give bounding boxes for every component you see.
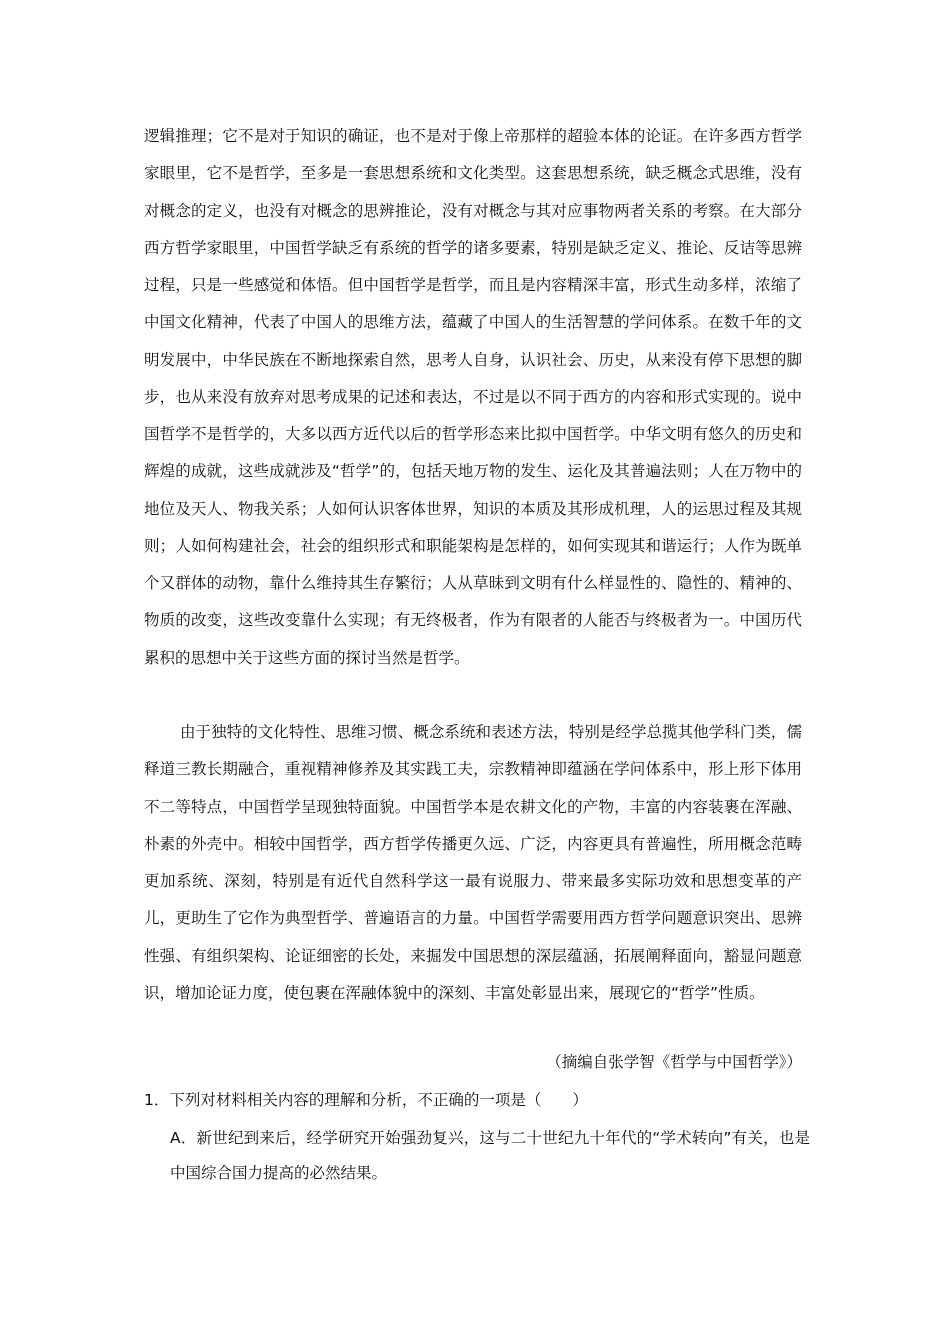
passage-paragraph-2: 由于独特的文化特性、思维习惯、概念系统和表述方法，特别是经学总揽其他学科门类，儒释道三教长期融合，重视精神修养及其实践工夫，宗教精神即蕴涵在学问体系中，形上形下体用不二等特点，中国哲学呈现独特面貌。中国哲学本是农耕文化的产物，丰富的内容装裹在浑融、朴素的外壳中。相较中国哲学，西方哲学传播更久远、广泛，内容更具有普遍性，所用概念范畴更加系统、深刻，特别是有近代自然科学这一最有说服力、带来最多实际功效和思想变革的产儿，更助生了它作为典型哲学、普遍语言的力量。中国哲学需要用西方哲学问题意识突出、思辨性强、有组织架构、论证细密的长处，来掘发中国思想的深层蕴涵，拓展阐释面向，豁显问题意识，增加论证力度，使包裹在浑融体貌中的深刻、丰富处彰显出来，展现它的“哲学”性质。 (144, 723, 802, 1002)
question-1-stem: 1．下列对材料相关内容的理解和分析，不正确的一项是（ ） (144, 1091, 588, 1109)
passage-source-citation: （摘编自张学智《哲学与中国哲学》） (546, 1053, 802, 1071)
question-1-option-a: A．新世纪到来后，经学研究开始强劲复兴，这与二十世纪九十年代的“学术转向”有关，也是中国综合国力提高的必然结果。 (170, 1129, 810, 1182)
passage-paragraph-1: 逻辑推理；它不是对于知识的确证，也不是对于像上帝那样的超验本体的论证。在许多西方哲学家眼里，它不是哲学，至多是一套思想系统和文化类型。这套思想系统，缺乏概念式思维，没有对概念的定义，也没有对概念的思辨推论，没有对概念与其对应事物两者关系的考察。在大部分西方哲学家眼里，中国哲学缺乏有系统的哲学的诸多要素，特别是缺乏定义、推论、反诘等思辨过程，只是一些感觉和体悟。但中国哲学是哲学，而且是内容精深丰富，形式生动多样，浓缩了中国文化精神，代表了中国人的思维方法，蕴藏了中国人的生活智慧的学问体系。在数千年的文明发展中，中华民族在不断地探索自然，思考人自身，认识社会、历史，从来没有停下思想的脚步，也从来没有放弃对思考成果的记述和表达，不过是以不同于西方的内容和形式实现的。说中国哲学不是哲学的，大多以西方近代以后的哲学形态来比拟中国哲学。中华文明有悠久的历史和辉煌的成就，这些成就涉及“哲学”的，包括天地万物的发生、运化及其普遍法则；人在万物中的地位及天人、物我关系；人如何认识客体世界，知识的本质及其形成机理，人的运思过程及其规则；人如何构建社会，社会的组织形式和职能架构是怎样的，如何实现其和谐运行；人作为既单个又群体的动物，靠什么维持其生存繁衍；人从草昧到文明有什么样显性的、隐性的、精神的、物质的改变，这些改变靠什么实现；有无终极者，作为有限者的人能否与终极者为一。中国历代累积的思想中关于这些方面的探讨当然是哲学。 (144, 127, 802, 667)
